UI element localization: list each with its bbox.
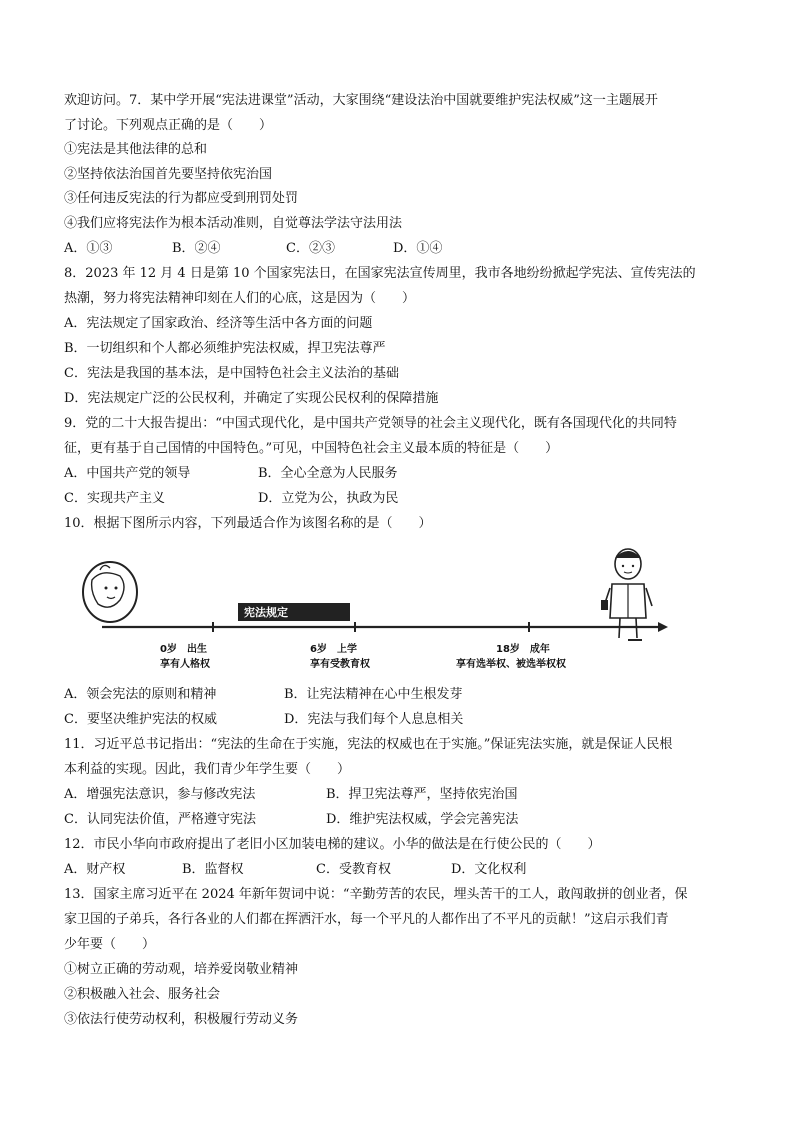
q8-option-d: D．宪法规定广泛的公民权利，并确定了实现公民权利的保障措施 <box>64 391 439 406</box>
q13-item-1: ①树立正确的劳动观，培养爱岗敬业精神 <box>64 962 299 977</box>
q11-option-b: B．捍卫宪法尊严，坚持依宪治国 <box>326 787 518 802</box>
q10-stem: 10．根据下图所示内容，下列最适合作为该图名称的是（ ） <box>64 516 432 531</box>
stage-birth-right: 享有人格权 <box>160 659 210 670</box>
q10-option-d: D．宪法与我们每个人息息相关 <box>284 712 464 727</box>
q7-option-b: B．②④ <box>172 241 221 256</box>
q12-stem: 12．市民小华向市政府提出了老旧小区加装电梯的建议。小华的做法是在行使公民的（ ） <box>64 837 601 852</box>
stage-birth-age: 0岁 出生 <box>160 644 207 655</box>
q13-stem-line1: 13．国家主席习近平在 2024 年新年贺词中说：“辛勤劳苦的农民，埋头苦干的工人，敢闯敢拼的创业者，保 <box>64 887 688 902</box>
q8-option-a: A．宪法规定了国家政治、经济等生活中各方面的问题 <box>64 316 373 331</box>
q11-option-c: C．认同宪法价值，严格遵守宪法 <box>64 812 256 827</box>
q13-stem-line3: 少年要（ ） <box>64 937 156 952</box>
q11-option-d: D．维护宪法权威，学会完善宪法 <box>326 812 519 827</box>
q13-item-2: ②积极融入社会、服务社会 <box>64 987 221 1002</box>
baby-illustration <box>83 562 137 622</box>
q9-option-d: D．立党为公，执政为民 <box>258 491 399 506</box>
q11-option-a: A．增强宪法意识，参与修改宪法 <box>64 787 256 802</box>
q8-option-c: C．宪法是我国的基本法，是中国特色社会主义法治的基础 <box>64 366 399 381</box>
caption-box-text: 宪法规定 <box>244 606 288 619</box>
q9-stem-line1: 9．党的二十大报告提出：“中国式现代化，是中国共产党领导的社会主义现代化，既有各国现代化的共同特 <box>64 416 677 431</box>
q7-item-1: ①宪法是其他法律的总和 <box>64 142 208 157</box>
q9-option-a: A．中国共产党的领导 <box>64 466 191 481</box>
q10-timeline-figure <box>80 540 680 680</box>
q12-option-b: B．监督权 <box>182 862 244 877</box>
q7-option-d: D．①④ <box>393 241 443 256</box>
stage-adult-age: 18岁 成年 <box>496 644 550 655</box>
q7-option-c: C．②③ <box>286 241 335 256</box>
q7-option-a: A．①③ <box>64 241 113 256</box>
q13-stem-line2: 家卫国的子弟兵，各行各业的人们都在挥洒汗水，每一个平凡的人都作出了不平凡的贡献！”这启示我们青 <box>64 912 669 927</box>
q7-stem-line1: 欢迎访问。7．某中学开展“宪法进课堂”活动，大家围绕“建设法治中国就要维护宪法权威”这一主题展开 <box>64 93 658 108</box>
stage-school-age: 6岁 上学 <box>310 644 357 655</box>
q12-option-d: D．文化权利 <box>451 862 527 877</box>
q9-option-b: B．全心全意为人民服务 <box>258 466 398 481</box>
q7-item-3: ③任何违反宪法的行为都应受到刑罚处罚 <box>64 191 299 206</box>
q10-option-b: B．让宪法精神在心中生根发芽 <box>284 687 463 702</box>
q8-stem-line1: 8．2023 年 12 月 4 日是第 10 个国家宪法日，在国家宪法宣传周里，我市各地纷纷掀起学宪法、宣传宪法的 <box>64 266 696 281</box>
timeline-arrowhead <box>658 622 668 632</box>
q12-option-a: A．财产权 <box>64 862 126 877</box>
q8-option-b: B．一切组织和个人都必须维护宪法权威，捍卫宪法尊严 <box>64 341 386 356</box>
q8-stem-line2: 热潮，努力将宪法精神印刻在人们的心底，这是因为（ ） <box>64 291 416 306</box>
q11-stem-line1: 11．习近平总书记指出：“宪法的生命在于实施，宪法的权威也在于实施。”保证宪法实施，就是保证人民根 <box>64 737 673 752</box>
q12-option-c: C．受教育权 <box>316 862 391 877</box>
stage-school-right: 享有受教育权 <box>310 659 370 670</box>
q7-item-2: ②坚持依法治国首先要坚持依宪治国 <box>64 167 273 182</box>
q7-item-4: ④我们应将宪法作为根本活动准则，自觉尊法学法守法用法 <box>64 216 403 231</box>
q7-stem-line2: 了讨论。下列观点正确的是（ ） <box>64 118 273 133</box>
q9-stem-line2: 征，更有基于自己国情的中国特色。”可见，中国特色社会主义最本质的特征是（ ） <box>64 441 559 456</box>
q9-option-c: C．实现共产主义 <box>64 491 165 506</box>
q10-option-a: A．领会宪法的原则和精神 <box>64 687 217 702</box>
q13-item-3: ③依法行使劳动权利，积极履行劳动义务 <box>64 1012 299 1027</box>
q10-option-c: C．要坚决维护宪法的权威 <box>64 712 217 727</box>
q11-stem-line2: 本利益的实现。因此，我们青少年学生要（ ） <box>64 762 351 777</box>
stage-adult-right: 享有选举权、被选举权权 <box>456 659 566 670</box>
